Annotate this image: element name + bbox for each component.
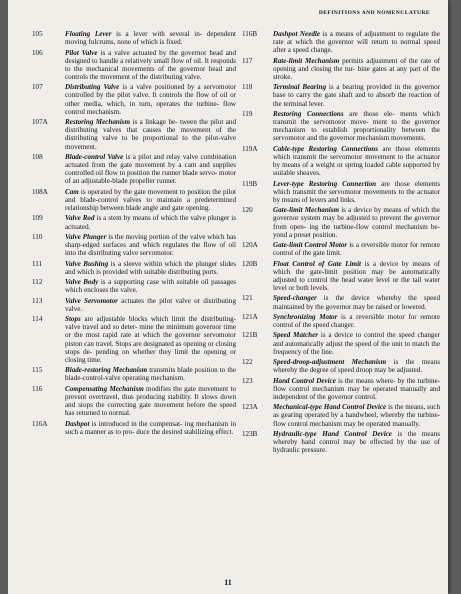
definition-entry: [242, 145, 440, 178]
entry-definition: is the means, such as gearing operated by a handwheel, whereby the turbine-flow control mechanism may be operated manually.: [273, 403, 440, 428]
entry-definition: permits adjustment of the rate of opening and closing the tur- bine gates at any part of the stroke.: [273, 56, 440, 81]
entry-definition: are those ele- ments which transmit the servomotor move- ment to the governor mechanism to establish proportionality between the servomotor and the governor mechanism movements.: [273, 109, 440, 143]
entry-definition: is a valve actuated by the governor head and designed to handle a relatively small flow of oil. It responds to the mechanical movements of the governor head and controls the movement of the distributing valve.: [65, 48, 236, 81]
definition-entry: [242, 430, 440, 454]
entry-definition: is a pilot and relay valve combination actuated from the gate movement by a cam and supplies controlled oil flow to position the runner blade servo- motor of an adjustable-blade propeller runner.: [65, 152, 237, 186]
entry-number: 120B: [242, 259, 258, 268]
entry-number: 107: [32, 83, 43, 92]
entry-term: Floating Lever: [65, 30, 112, 38]
definition-entry: [32, 49, 236, 82]
entry-definition: is a device to control the speed changer and automatically adjust the speed of the unit to match the frequency of the line.: [273, 331, 440, 356]
entry-term: Gate-limit Control Motor: [273, 241, 348, 250]
entry-number: 110: [32, 232, 43, 241]
entry-body: [273, 145, 440, 178]
definition-entry: [242, 110, 440, 143]
entry-number: 113: [32, 296, 43, 305]
entry-body: [273, 377, 440, 401]
entry-number: 119: [242, 109, 253, 118]
entry-body: [273, 358, 440, 374]
entry-number: 121B: [242, 331, 258, 340]
definition-entry: [32, 297, 236, 313]
entry-body: [65, 153, 236, 186]
entry-term: Synchronizing Motor: [273, 312, 338, 321]
definition-entry: [32, 153, 236, 186]
entry-term: Valve Body: [65, 278, 99, 287]
definition-entry: [242, 403, 440, 427]
definition-entry: [242, 206, 440, 239]
entry-definition: is a device by means of which the gate-limit position may be automatically adjusted to control the head water level or the tail water level or both levels.: [273, 259, 440, 293]
definition-entry: [242, 358, 440, 374]
entry-term: Pilot Valve: [65, 48, 98, 57]
entry-definition: is a valve positioned by a servomotor controlled by the pilot valve. It controls the flow of oil or other media, which, in turn, operates the turbine- flow control mechanism.: [65, 83, 237, 116]
entry-body: [273, 294, 440, 310]
entry-number: 123: [242, 376, 253, 385]
definition-entry: [32, 260, 236, 276]
entry-body: [65, 233, 236, 257]
entry-body: [273, 430, 440, 454]
right-column: [242, 30, 440, 457]
entry-body: [65, 278, 236, 294]
entry-number: 108: [32, 152, 43, 161]
entry-body: [273, 180, 440, 204]
entry-definition: is the means whereby the degree of speed droop may be adjusted.: [273, 358, 440, 375]
entry-definition: are those elements which transmit the servomotor movement to the actuator by means of a weight or spring loaded cable supported by suitable sheaves.: [273, 144, 441, 178]
entry-number: 117: [242, 56, 253, 65]
entry-definition: is a lever with several in- dependent moving fulcrums, none of which is fixed.: [65, 30, 236, 47]
entry-body: [273, 30, 440, 54]
entry-term: Blade-control Valve: [65, 152, 124, 161]
entry-definition: is the device whereby the speed maintained by the governor may be raised or lowered.: [273, 294, 440, 311]
entry-definition: is a means of adjustment to regulate the rate at which the governor will return to normal speed after a speed change.: [273, 30, 440, 55]
entry-term: Hand Control Device: [273, 376, 336, 385]
entry-term: Float Control of Gate Limit: [273, 259, 362, 268]
definition-entry: [32, 366, 236, 382]
entry-term: Lever-type Restoring Connection: [273, 179, 377, 188]
definition-entry: [32, 30, 236, 46]
entry-definition: are adjustable blocks which limit the distributing-valve travel and so deter- mine the minimum governor time or the most rapid rate at which the governor servomotor piston can travel. Stops are designated as opening or closing stops de- pending on whether they limit the opening or closing time.: [65, 315, 236, 364]
entry-term: Mechanical-type Hand Control Device: [273, 403, 387, 412]
entry-number: 115: [32, 366, 43, 375]
definition-entry: [242, 331, 440, 355]
definition-entry: [32, 188, 236, 212]
entry-definition: is a linkage be- tween the pilot and distributing valves that causes the movement of the distributing valve to be proportional to the pilot-valve movement.: [65, 118, 237, 151]
entry-definition: transmits blade position to the blade-control-valve operating mechanism.: [65, 366, 236, 383]
entry-body: [65, 188, 236, 212]
entry-body: [65, 385, 236, 418]
entry-body: [273, 313, 440, 329]
entry-body: [273, 110, 440, 143]
entry-term: Terminal Bearing: [273, 83, 327, 92]
entry-body: [273, 206, 440, 239]
definition-entry: [32, 385, 236, 418]
entry-number: 122: [242, 358, 253, 367]
entry-number: 109: [32, 214, 43, 223]
entry-number: 112: [32, 278, 43, 287]
entry-body: [65, 260, 236, 276]
entry-definition: actuates the pilot valve or distributing valve.: [65, 296, 236, 313]
entry-number: 116A: [32, 419, 48, 428]
entry-number: 114: [32, 315, 43, 324]
entry-term: Gate-limit Mechanism: [273, 206, 340, 215]
entry-term: Hydraulic-type Hand Control Device: [273, 429, 392, 438]
entry-definition: is the moving portion of the valve which has sharp-edged surfaces and which regulates the flow of oil into the distributing valve servomotor.: [65, 232, 236, 258]
entry-number: 118: [242, 83, 253, 92]
definition-entry: [32, 118, 236, 151]
definition-entry: [242, 294, 440, 310]
entry-term: Rate-limit Mechanism: [273, 56, 340, 65]
entry-definition: is the means whereby hand control may be effected by the use of hydraulic pressure.: [273, 429, 440, 455]
entry-definition: is operated by the gate movement to position the pilot and blade-control valves to maintain a predetermined relationship between blade angle and gate opening.: [65, 187, 236, 213]
entry-body: [65, 49, 236, 82]
entry-body: [273, 241, 440, 257]
running-header: DEFINITIONS AND NOMENCLATURE: [318, 10, 430, 16]
entry-term: Valve Servomotor: [65, 296, 118, 305]
definition-entry: [242, 30, 440, 54]
entry-term: Dashpot: [65, 419, 90, 428]
definition-entry: [32, 83, 236, 116]
entry-body: [65, 366, 236, 382]
definition-entry: [242, 377, 440, 401]
entry-body: [273, 57, 440, 81]
entry-number: 120: [242, 206, 253, 215]
entry-term: Compensating Mechanism: [65, 384, 144, 393]
entry-term: Valve Plunger: [65, 232, 107, 241]
entry-body: [65, 420, 236, 436]
definition-entry: [32, 278, 236, 294]
entry-term: Restoring Connections: [273, 109, 344, 118]
entry-definition: is a device by means of which the governor system may be adjusted to prevent the governor from open- ing the turbine-flow control mechanism be- yond a preset position.: [273, 206, 440, 239]
entry-body: [273, 403, 440, 427]
entry-term: Stops: [65, 315, 81, 324]
entry-number: 119B: [242, 179, 258, 188]
entry-body: [273, 260, 440, 293]
entry-number: 116B: [242, 30, 258, 38]
entry-body: [273, 83, 440, 107]
entry-number: 119A: [242, 144, 258, 153]
page-number: 11: [224, 578, 232, 587]
entry-definition: is a reversible motor for remote control of the speed changer.: [273, 312, 440, 330]
entry-number: 105: [32, 30, 43, 38]
entry-definition: is a supporting case with suitable oil passages which encloses the valve.: [65, 278, 236, 295]
entry-body: [65, 30, 236, 46]
entry-number: 107A: [32, 118, 48, 127]
definition-entry: [242, 313, 440, 329]
entry-term: Valve Bushing: [65, 259, 109, 268]
definition-entry: [242, 260, 440, 293]
entry-definition: is a bearing provided in the governor base to carry the gate shaft and to absorb the reaction of the terminal lever.: [273, 83, 441, 108]
entry-body: [65, 83, 236, 116]
entry-term: Speed Matcher: [273, 331, 319, 340]
entry-body: [65, 118, 236, 151]
definition-entry: [242, 83, 440, 107]
definition-entry: [242, 241, 440, 257]
entry-number: 121: [242, 294, 253, 303]
entry-definition: are those elements which transmit the servomotor movements to the actuator by means of levers and links.: [273, 179, 440, 204]
entry-term: Restoring Mechanism: [65, 118, 131, 127]
document-page: [8, 0, 448, 594]
entry-definition: is a reversible motor for remote control of the gate limit.: [273, 241, 440, 258]
entry-number: 111: [32, 259, 43, 268]
entry-term: Dashpot Needle: [273, 30, 321, 38]
entry-term: Valve Rod: [65, 214, 95, 223]
entry-number: 116: [32, 384, 43, 393]
entry-body: [65, 214, 236, 230]
entry-term: Cable-type Restoring Connections: [273, 144, 378, 153]
definition-entry: [242, 57, 440, 81]
entry-term: Blade-restoring Mechanism: [65, 366, 148, 375]
entry-definition: modifies the gate movement to prevent overtravel, thus producing stability. It slows down and stops the correcting gate movement before the speed has returned to normal.: [65, 384, 236, 418]
definition-entry: [32, 214, 236, 230]
entry-definition: is the means where- by the turbine-flow control mechanism may be operated manually and independent of the governor control.: [273, 376, 441, 401]
entry-term: Speed-changer: [273, 294, 317, 303]
definition-entry: [32, 233, 236, 257]
definition-entry: [32, 420, 236, 436]
entry-definition: is a stem by means of which the valve plunger is actuated.: [65, 214, 236, 231]
entry-body: [65, 315, 236, 364]
entry-term: Cam: [65, 187, 79, 196]
left-column: [32, 30, 236, 438]
entry-number: 123A: [242, 403, 258, 412]
entry-number: 120A: [242, 241, 258, 250]
definition-entry: [242, 180, 440, 204]
entry-definition: is a sleeve within which the plunger slides and which is provided with suitable distributing ports.: [65, 259, 236, 276]
definition-entry: [32, 315, 236, 364]
entry-number: 106: [32, 48, 43, 57]
entry-body: [273, 331, 440, 355]
entry-number: 121A: [242, 312, 258, 321]
entry-term: Speed-droop-adjustment Mechanism: [273, 358, 387, 367]
entry-number: 108A: [32, 187, 48, 196]
entry-body: [65, 297, 236, 313]
entry-number: 123B: [242, 429, 258, 438]
entry-term: Distributing Valve: [65, 83, 120, 92]
entry-definition: is introduced in the compensat- ing mechanism in such a manner as to pro- duce the desired stabilizing effect.: [65, 419, 236, 436]
